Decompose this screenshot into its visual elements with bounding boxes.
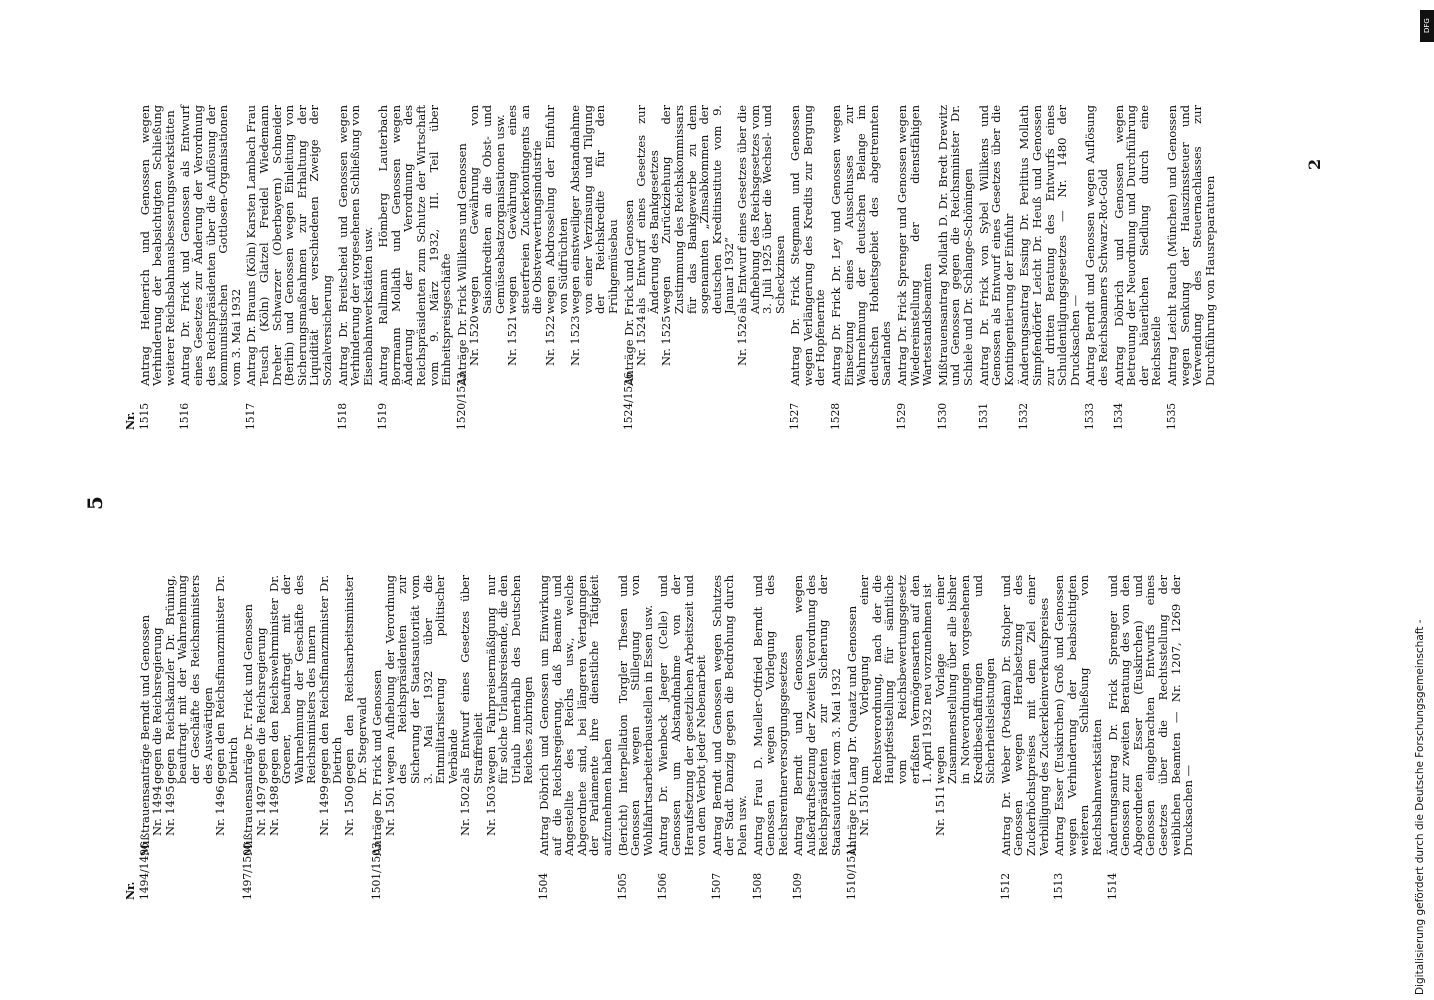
sub-entry xyxy=(164,575,214,836)
entry-number: 1516 xyxy=(178,402,192,430)
sub-entry xyxy=(506,105,544,366)
sub-entry-text: gegen den Reichsfinanzminister Dr. Dietrich xyxy=(213,575,240,784)
sub-entry xyxy=(343,575,368,836)
sub-entry xyxy=(384,575,460,836)
list-item xyxy=(792,575,842,900)
entry-text: Änderungsantrag Dr. Frick Sprenger und Genossen zur zweiten Beratung des von den Abgeordneten Esser (Euskirchen) und Genossen eingebrachten Entwurfs eines Gesetzes über die Rechtsstellung der weiblichen Beamten — Nr. 1207, 1269 der Drucksachen — xyxy=(1105,575,1196,856)
entry-number: 1513 xyxy=(1052,872,1066,900)
entry-number: 1504 xyxy=(537,872,550,900)
list-item xyxy=(711,575,749,900)
entry-text: Antrag Rallmann Hömberg Lauterbach Borrmann Mollath und Genossen wegen Änderung der Verordnung des Reichspräsidenten zum Schutze der Wirtschaft vom 9. März 1932, III. Teil über Einheitspreisgeschäfte xyxy=(376,105,454,386)
entry-number: 1519 xyxy=(376,402,390,430)
digitization-note: Digitalisierung gefördert durch die Deutsche Forschungsgemeinschaft - xyxy=(1414,619,1426,995)
entry-text: Antrag Dr. Frick Stegmann und Genossen wegen Verlängerung des Kredits zur Bergung der Hopfenernte xyxy=(788,105,828,386)
entry-number: 1530 xyxy=(935,402,949,430)
sub-entry-number: Nr. 1498 xyxy=(266,785,281,836)
sub-entry-number: Nr. 1524 xyxy=(634,315,649,366)
list-item xyxy=(937,105,975,430)
entry-number: 1510/1511 xyxy=(844,842,858,900)
list-item xyxy=(371,575,535,900)
entry-text: Antrag Dr. Frick Sprenger und Genossen wegen Wiedereinstellung der dienstfähigen Wartestandsbeamten xyxy=(895,105,935,386)
sub-entry xyxy=(569,105,619,366)
entry-number: 1518 xyxy=(335,402,349,430)
sub-entry-number: Nr. 1526 xyxy=(734,315,749,366)
entry-number: 1512 xyxy=(998,872,1012,900)
list-item xyxy=(1018,105,1081,430)
entry-text: Antrag Dr. Breitscheid und Genossen wegen Verhinderung der vorgesehenen Schließung von Eisenbahnwerkstätten usw. xyxy=(335,105,375,386)
list-item xyxy=(623,105,787,430)
sub-entry-text: wegen einstweiliger Abstandnahme von einer Verzinsung und Tilgung der Reichskredite für den Frühgemüsebau xyxy=(568,105,620,314)
entry-number: 1506 xyxy=(656,872,670,900)
sub-entry-text: gegen den Reichsarbeitsminister Dr. Stegerwald xyxy=(342,575,369,784)
sub-entry xyxy=(318,575,343,836)
right-column xyxy=(125,105,1219,430)
nr-header: Nr. xyxy=(124,881,137,900)
entry-text: Antrag Dr. Brauns (Köln) Karsten Lambach Frau Teusch (Köln) Glatzel Freidel Wiedemann Dreher Schwarzer (Oberbayern) Schneider (Berlin) und Genossen wegen Einleitung von Sicherungsmaßnahmen zur Erhaltung der Liquidität der verschiedenen Zweige der Sozialversicherung xyxy=(244,105,334,386)
list-item xyxy=(179,105,242,430)
list-item xyxy=(1000,575,1050,900)
nr-header: Nr. xyxy=(124,411,137,430)
sub-entry-number: Nr. 1499 xyxy=(316,785,331,836)
entry-number: 1515 xyxy=(137,402,151,430)
entry-text: Antrag Berndt und Genossen wegen Auflösung des Reichsbanners Schwarz-Rot-Gold xyxy=(1083,105,1110,386)
list-item xyxy=(752,575,790,900)
sub-entry-text: als Entwurf eines Gesetzes zur Änderung des Bankgesetzes xyxy=(634,105,661,314)
entry-text: Antrag Dr. Frick von Sybel Willikens und Genossen als Entwurf eines Gesetzes über die Kontingentierung der Einfuhr xyxy=(976,105,1016,386)
sub-entry xyxy=(660,105,736,366)
sub-entry-text: wegen Abdrosselung der Einfuhr von Südfrüchten xyxy=(543,105,570,314)
entry-number: 1517 xyxy=(244,402,258,430)
sub-entry xyxy=(468,105,506,366)
list-item xyxy=(617,575,655,900)
sub-entry-number: Nr. 1501 xyxy=(382,785,397,836)
sub-entry xyxy=(544,105,569,366)
sub-entry-text: wegen Vorlage einer Zusammenstellung über alle bisher in Notverordnungen vorgesehenen Kreditbeschaffungen und Sicherheitsleistungen xyxy=(932,575,998,784)
sub-entry-text: gegen den Reichswehrminister Dr. Groener, beauftragt mit der Wahrnehmung der Geschäfte des Reichsministers des Innern xyxy=(266,575,319,784)
entry-number: 1529 xyxy=(895,402,909,430)
sub-entry-number: Nr. 1521 xyxy=(505,315,520,366)
entry-number: 1524/1526 xyxy=(621,372,635,430)
sub-entry xyxy=(459,575,484,836)
entry-number: 1527 xyxy=(788,402,802,430)
sub-entry-text: als Entwurf eines Gesetzes über Straffreiheit xyxy=(458,575,486,784)
entry-text: Antrag Frau D. Mueller-Otfried Berndt und Genossen wegen Vorlegung des Reichsrentnerversorgungsgesetzes xyxy=(750,575,790,856)
list-item xyxy=(245,105,333,430)
sub-entry xyxy=(255,575,268,836)
list-item xyxy=(242,575,368,900)
entry-number: 1494/1496 xyxy=(137,842,151,900)
sub-entry-text: als Entwurf eines Gesetzes über die Aufhebung des Reichsgesetzes vom 3. Juli 1925 über die Wechsel- und Scheckzinsen xyxy=(734,105,787,314)
entry-text: Antrag Dr. Frick und Genossen als Entwurf eines Gesetzes zur Änderung der Verordnung des Reichspräsidenten über die Auflösung der kommunistischen Gottlosen-Organisationen vom 3. Mai 1932 xyxy=(178,105,243,386)
sub-entry xyxy=(268,575,318,836)
list-item xyxy=(139,105,177,430)
list-item xyxy=(1084,105,1109,430)
sub-entry-text: wegen Gewährung eines steuerfreien Zuckerkontingents an die Obstverwertungsindustrie xyxy=(505,105,545,314)
sub-entry-text: wegen Aufhebung der Verordnung des Reichspräsidenten zur Sicherung der Staatsautorität vom 3. Mai 1932 über die Entmilitarisierung politischer Verbände xyxy=(382,575,460,784)
entry-text: Antrag Döbrich und Genossen wegen Betreuung der Neuordnung und Durchführung der bäuerlichen Siedlung durch eine Reichsstelle xyxy=(1111,105,1164,386)
entry-text: Antrag Esser (Euskirchen) Groß und Genossen wegen Verhinderung der beabsichtigten weiteren Schließung von Reichsbahnwerkstätten xyxy=(1052,575,1104,856)
entry-number: 1509 xyxy=(791,872,805,900)
sub-entry-number: Nr. 1503 xyxy=(483,785,498,836)
entry-number: 1508 xyxy=(750,872,764,900)
page-number: 5 xyxy=(83,496,107,510)
list-item xyxy=(1166,105,1216,430)
list-item xyxy=(377,105,453,430)
entry-number: 1501/1503 xyxy=(370,842,384,900)
sub-entry xyxy=(736,105,786,366)
sub-entry xyxy=(151,575,164,836)
entry-text: Anträge Dr. Lang Dr. Quaatz und Genossen xyxy=(844,605,859,856)
bottom-mark: 2 xyxy=(1305,158,1324,170)
entry-text: Änderungsantrag Essing Dr. Perlitius Mollath Simpfendörfer Leicht Dr. Heuß und Genossen zur dritten Beratung des Entwurfs eines Schuldentilgungsgesetzes — Nr. 1480 der Drucksachen — xyxy=(1017,105,1082,386)
sub-entry-text: wegen Gewährung von Saisonkrediten an die Obst- und Gemüseabsatzorganisationen usw. xyxy=(467,105,507,314)
sub-entry-text: gegen Reichskanzler Dr. Brüning, beauftragt mit der Wahrnehmung der Geschäfte des Reichsministers des Auswärtigen xyxy=(162,575,215,784)
entry-number: 1532 xyxy=(1017,402,1031,430)
left-column xyxy=(125,575,1198,900)
entry-text: Antrag Dr. Weber (Potsdam) Dr. Stolper und Genossen wegen Herabsetzung des Zuckerhöchstpreises mit dem Ziel einer Verbilligung des Zuckerkleinverkaufspreises xyxy=(998,575,1051,856)
dfg-logo: DFG xyxy=(1420,10,1434,42)
entry-number: 1531 xyxy=(976,402,990,430)
list-item xyxy=(139,575,240,900)
list-item xyxy=(896,105,934,430)
list-item xyxy=(337,105,375,430)
list-item xyxy=(657,575,707,900)
sub-entry xyxy=(934,575,997,836)
entry-number: 1520/1523 xyxy=(454,372,468,430)
entry-text: Antrag Döbrich und Genossen um Einwirkung auf die Reichsregierung, daß Beamte und Angestellte des Reichs usw., welche Abgeordnete sind, bei längeren Vertagungen der Parlamente ihre dienstliche Tätigkeit aufzunehmen haben xyxy=(537,575,614,856)
entry-number: 1514 xyxy=(1105,872,1119,900)
list-item xyxy=(830,105,893,430)
entry-number: 1533 xyxy=(1083,402,1097,430)
list-item xyxy=(456,105,620,430)
entry-text: Antrag Dr. Wienbeck Jaeger (Celle) und Genossen um Abstandnahme von der Heraufsetzung der gesetzlichen Arbeitszeit und von dem Verbot jeder Nebenarbeit xyxy=(656,575,709,856)
sub-entry-number: Nr. 1497 xyxy=(253,785,268,836)
entry-text: Antrag Berndt und Genossen wegen Schutzes der Stadt Danzig gegen die Bedrohung durch Polen usw. xyxy=(709,575,749,856)
list-item xyxy=(1113,105,1163,430)
entry-text: Mißtrauensantrag Mollath D. Dr. Bredt Drewitz und Genossen gegen die Reichsminister Dr. Schiele und Dr. Schlange-Schöningen xyxy=(935,105,975,386)
sub-entry-text: gegen die Reichsregierung xyxy=(150,627,165,784)
sub-entry-number: Nr. 1502 xyxy=(458,785,473,836)
sub-entry-number: Nr. 1523 xyxy=(568,315,583,366)
sub-entry-number: Nr. 1522 xyxy=(543,315,557,366)
entry-text: Antrag Leicht Rauch (München) und Genossen wegen Senkung der Hauszinssteuer und Verwendung des Steuernachlasses zur Durchführung von Hausreparaturen xyxy=(1164,105,1217,386)
entry-number: 1505 xyxy=(615,872,629,900)
list-item xyxy=(1107,575,1195,900)
sub-entry-number: Nr. 1495 xyxy=(162,785,177,836)
entry-text: Antrag Helmerich und Genossen wegen Verhinderung der beabsichtigten Schließung weiterer Reichsbahnausbesserungswerkstätten xyxy=(137,105,177,386)
sub-entry-number: Nr. 1496 xyxy=(213,785,228,836)
sub-entry-text: gegen die Reichsregierung xyxy=(253,627,268,784)
list-item xyxy=(1053,575,1103,900)
entry-text: Anträge Dr. Frick Willikens und Genossen xyxy=(454,143,469,386)
sub-entry xyxy=(485,575,535,836)
sub-entry-number: Nr. 1525 xyxy=(659,315,674,366)
entry-text: Antrag Berndt und Genossen wegen Außerkraftsetzung der Zweiten Verordnung des Reichspräsidenten zur Sicherung der Staatsautorität vom 3. Mai 1932 xyxy=(791,575,844,856)
sub-entry xyxy=(858,575,934,836)
sub-entry-text: gegen den Reichsfinanzminister Dr. Dietrich xyxy=(316,575,344,784)
entry-text: Antrag Dr. Frick Dr. Ley und Genossen wegen Einsetzung eines Ausschusses zur Wahrnehmung der deutschen Belange im deutschen Hoheitsgebiet des abgetrennten Saarlandes xyxy=(829,105,894,386)
entry-number: 1528 xyxy=(829,402,843,430)
sub-entry-text: wegen Fahrpreisermäßigung nur für solche Urlaubsreisende, die den Urlaub innerhalb des Deutschen Reiches zubringen xyxy=(483,575,536,784)
list-item xyxy=(789,105,827,430)
list-item xyxy=(538,575,614,900)
entry-number: 1507 xyxy=(709,872,723,900)
entry-number: 1535 xyxy=(1164,402,1178,430)
entry-text: Anträge Dr. Frick und Genossen xyxy=(370,669,385,856)
entry-number: 1534 xyxy=(1111,402,1125,430)
sub-entry-text: wegen Zurückziehung der Zustimmung des Reichskommissars für das Bankgewerbe zu dem sogenannten „Zinsabkommen der deutschen Kreditinstitute vom 9. Januar 1932“ xyxy=(659,105,737,314)
entry-text: (Bericht) Interpellation Torgler Thesen und Genossen wegen Stillegung von Wohlfahrtsarbeiterbaustellen in Essen usw. xyxy=(615,575,655,856)
sub-entry-number: Nr. 1520 xyxy=(467,315,482,366)
entry-text: Mißtrauensanträge Dr. Frick und Genossen xyxy=(241,604,256,856)
sub-entry-number: Nr. 1500 xyxy=(342,785,357,836)
sub-entry-number: Nr. 1494 xyxy=(150,785,165,836)
entry-text: Anträge Dr. Frick und Genossen xyxy=(621,199,636,386)
list-item xyxy=(846,575,997,900)
sub-entry xyxy=(214,575,239,836)
list-item xyxy=(978,105,1016,430)
sub-entry xyxy=(635,105,660,366)
sub-entry-number: Nr. 1511 xyxy=(932,785,947,836)
entry-text: Mißtrauensanträge Berndt und Genossen xyxy=(137,615,152,856)
sub-entry-text: um Vorlegung einer Rechtsverordnung, nach der die Hauptfeststellung für sämtliche vom Reichsbewertungsgesetz erfaßten Vermögensarten auf den 1. April 1932 neu vorzunehmen ist xyxy=(857,575,935,784)
sub-entry-number: Nr. 1510 xyxy=(857,785,872,836)
entry-number: 1497/1500 xyxy=(241,842,255,900)
